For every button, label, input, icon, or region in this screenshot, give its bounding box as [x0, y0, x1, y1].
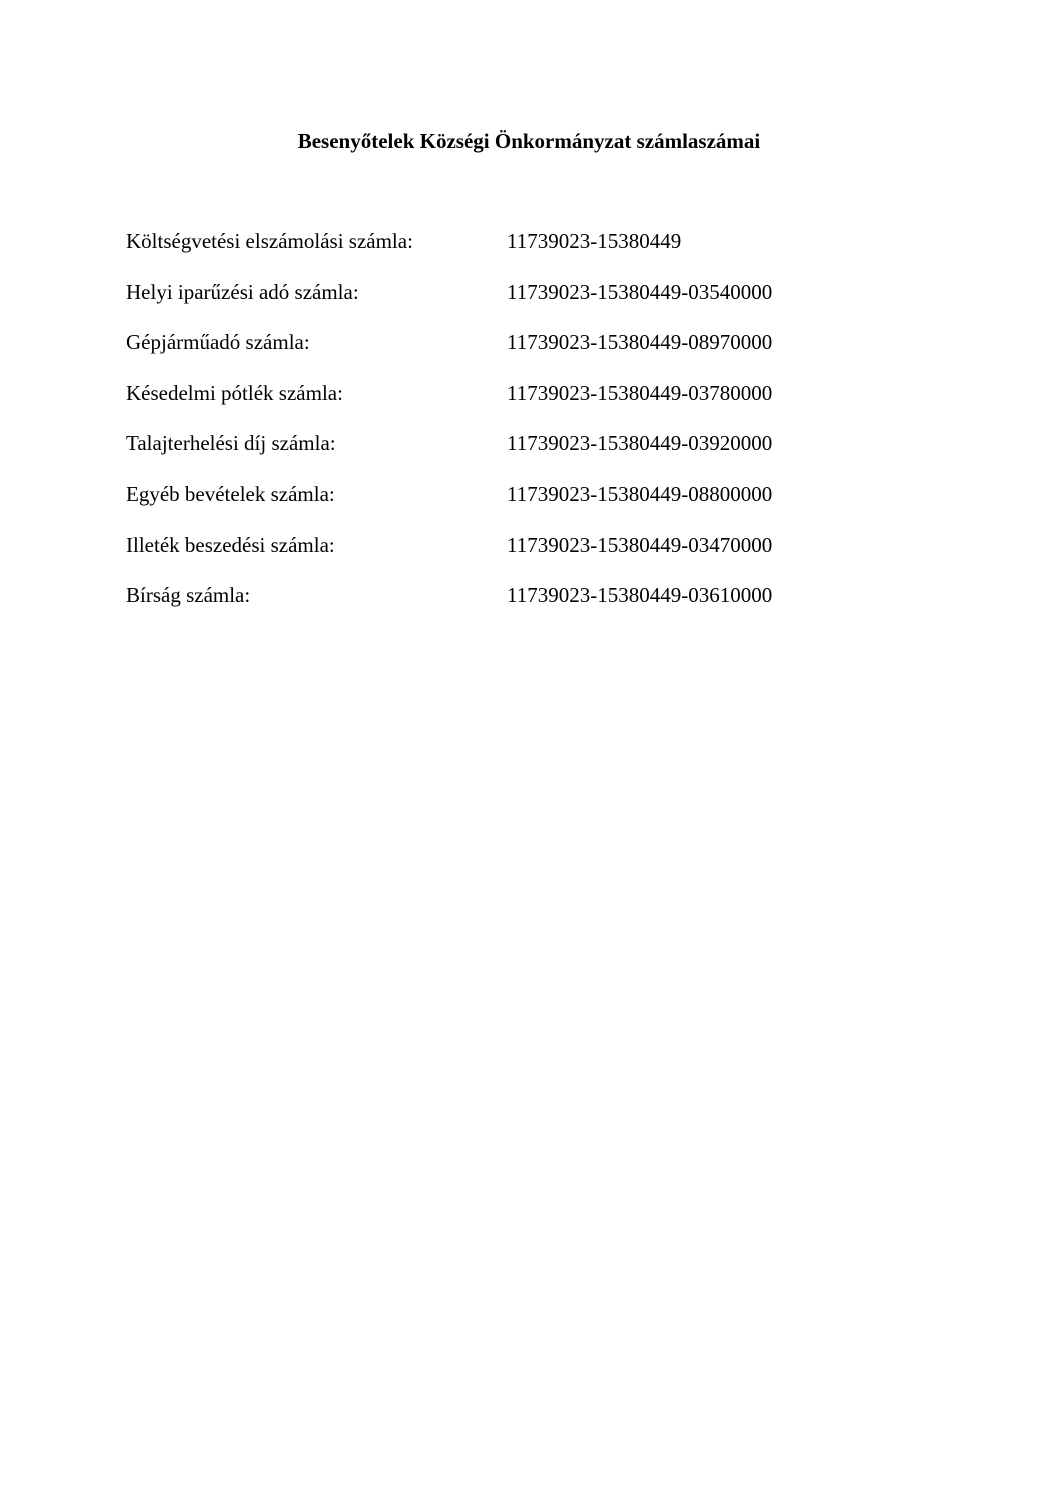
account-row	[126, 277, 946, 328]
account-row	[126, 479, 946, 530]
account-label: Költségvetési elszámolási számla:	[126, 229, 413, 253]
account-row	[126, 378, 946, 429]
account-label: Helyi iparűzési adó számla:	[126, 279, 359, 304]
account-number: 11739023-15380449	[507, 229, 682, 253]
account-number: 11739023-15380449-08970000	[507, 330, 773, 355]
account-label: Illeték beszedési számla:	[126, 532, 335, 557]
account-number: 11739023-15380449-03470000	[507, 532, 773, 557]
account-label: Bírság számla:	[126, 583, 251, 608]
account-row	[126, 428, 946, 479]
account-label: Gépjárműadó számla:	[126, 330, 310, 355]
account-row	[126, 327, 946, 378]
account-number: 11739023-15380449-03540000	[507, 279, 773, 304]
account-list	[126, 226, 946, 631]
account-number: 11739023-15380449-03610000	[507, 583, 773, 608]
account-row	[126, 530, 946, 581]
account-number: 11739023-15380449-03920000	[507, 431, 773, 456]
account-label: Késedelmi pótlék számla:	[126, 380, 343, 405]
account-number: 11739023-15380449-08800000	[507, 481, 773, 506]
account-label: Egyéb bevételek számla:	[126, 481, 335, 506]
account-label: Talajterhelési díj számla:	[126, 431, 336, 456]
account-number: 11739023-15380449-03780000	[507, 380, 773, 405]
account-row	[126, 580, 946, 631]
account-row	[126, 226, 946, 277]
document-title: Besenyőtelek Községi Önkormányzat számlaszámai	[297, 129, 761, 153]
